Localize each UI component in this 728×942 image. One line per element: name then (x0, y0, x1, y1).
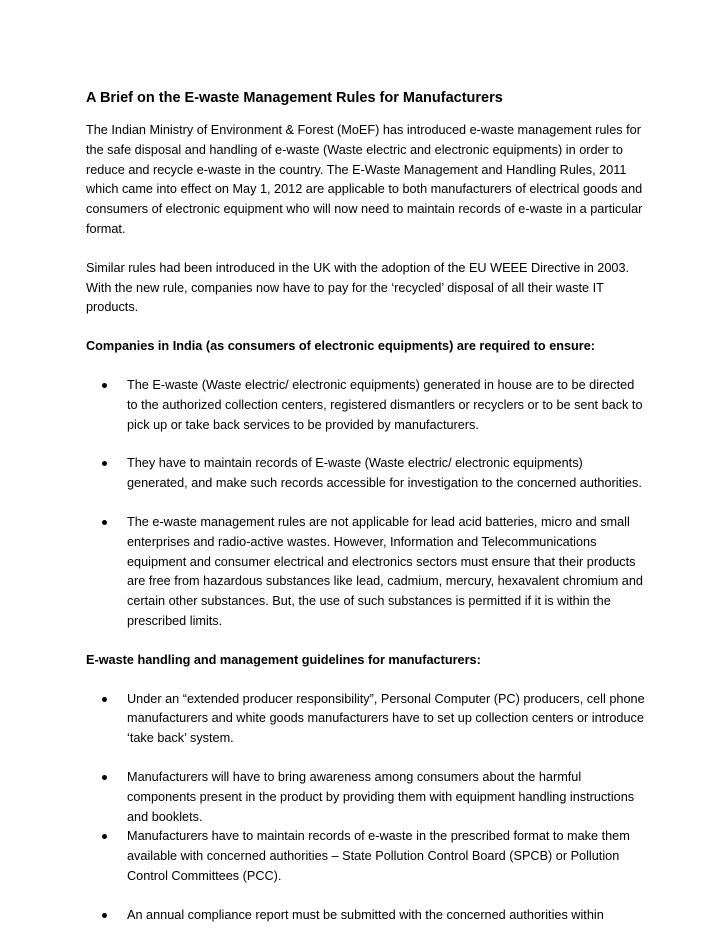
list-item (86, 513, 646, 632)
bullet-icon (102, 461, 107, 466)
list-item (86, 906, 646, 926)
bullet-icon (102, 383, 107, 388)
uk-paragraph: Similar rules had been introduced in the UK with the adoption of the EU WEEE Directive in 2003. With the new rule, companies now have to pay for the ‘recycled’ disposal of all their waste IT products. (86, 260, 630, 315)
bullet-text: The e-waste management rules are not applicable for lead acid batteries, micro and small enterprises and radio-active wastes. However, Information and Telecommunications equipment and consumer electrical and electronics sectors must ensure that their products are free from hazardous substances like lead, cadmium, mercury, hexavalent chromium and certain other substances. But, the use of such substances is permitted if it is within the prescribed limits. (127, 514, 643, 628)
list-item (86, 827, 646, 886)
document-page (86, 88, 646, 926)
list-item (86, 454, 646, 494)
bullet-icon (102, 775, 107, 780)
list-item (86, 376, 646, 435)
bullet-text: They have to maintain records of E-waste (Waste electric/ electronic equipments) generated, and make such records accessible for investigation to the concerned authorities. (127, 456, 642, 491)
bullet-icon (102, 697, 107, 702)
section-heading-manufacturers: E-waste handling and management guidelines for manufacturers: (86, 652, 481, 667)
bullet-text: Manufacturers have to maintain records of e-waste in the prescribed format to make them available with concerned authorities – State Pollution Control Board (SPCB) or Pollution Control Committees (PCC). (127, 829, 630, 883)
bullet-icon (102, 520, 107, 525)
document-title: A Brief on the E-waste Management Rules for Manufacturers (86, 90, 503, 106)
bullet-text: The E-waste (Waste electric/ electronic equipments) generated in house are to be directed to the authorized collection centers, registered dismantlers or recyclers or to be sent back to pick up or take back services to be provided by manufacturers. (127, 377, 643, 432)
section-heading-companies: Companies in India (as consumers of electronic equipments) are required to ensure: (86, 339, 596, 354)
bullet-icon (102, 913, 107, 918)
manufacturers-bullet-list (86, 690, 646, 926)
bullet-icon (102, 834, 107, 839)
list-item (86, 768, 646, 827)
bullet-text: Under an “extended producer responsibility”, Personal Computer (PC) producers, cell phone manufacturers and white goods manufacturers have to set up collection centers or introduce ‘take back’ system. (127, 691, 645, 746)
intro-paragraph: The Indian Ministry of Environment & Forest (MoEF) has introduced e-waste management rules for the safe disposal and handling of e-waste (Waste electric and electronic equipments) in order to reduce and recycle e-waste in the country. The E-Waste Management and Handling Rules, 2011 which came into effect on May 1, 2012 are applicable to both manufacturers of electrical goods and consumers of electronic equipment who will now need to maintain records of e-waste in a particular format. (86, 123, 643, 236)
bullet-text: An annual compliance report must be submitted with the concerned authorities within (127, 907, 604, 922)
list-item (86, 690, 646, 749)
companies-bullet-list (86, 376, 646, 632)
bullet-text: Manufacturers will have to bring awareness among consumers about the harmful components present in the product by providing them with equipment handling instructions and booklets. (127, 769, 635, 824)
